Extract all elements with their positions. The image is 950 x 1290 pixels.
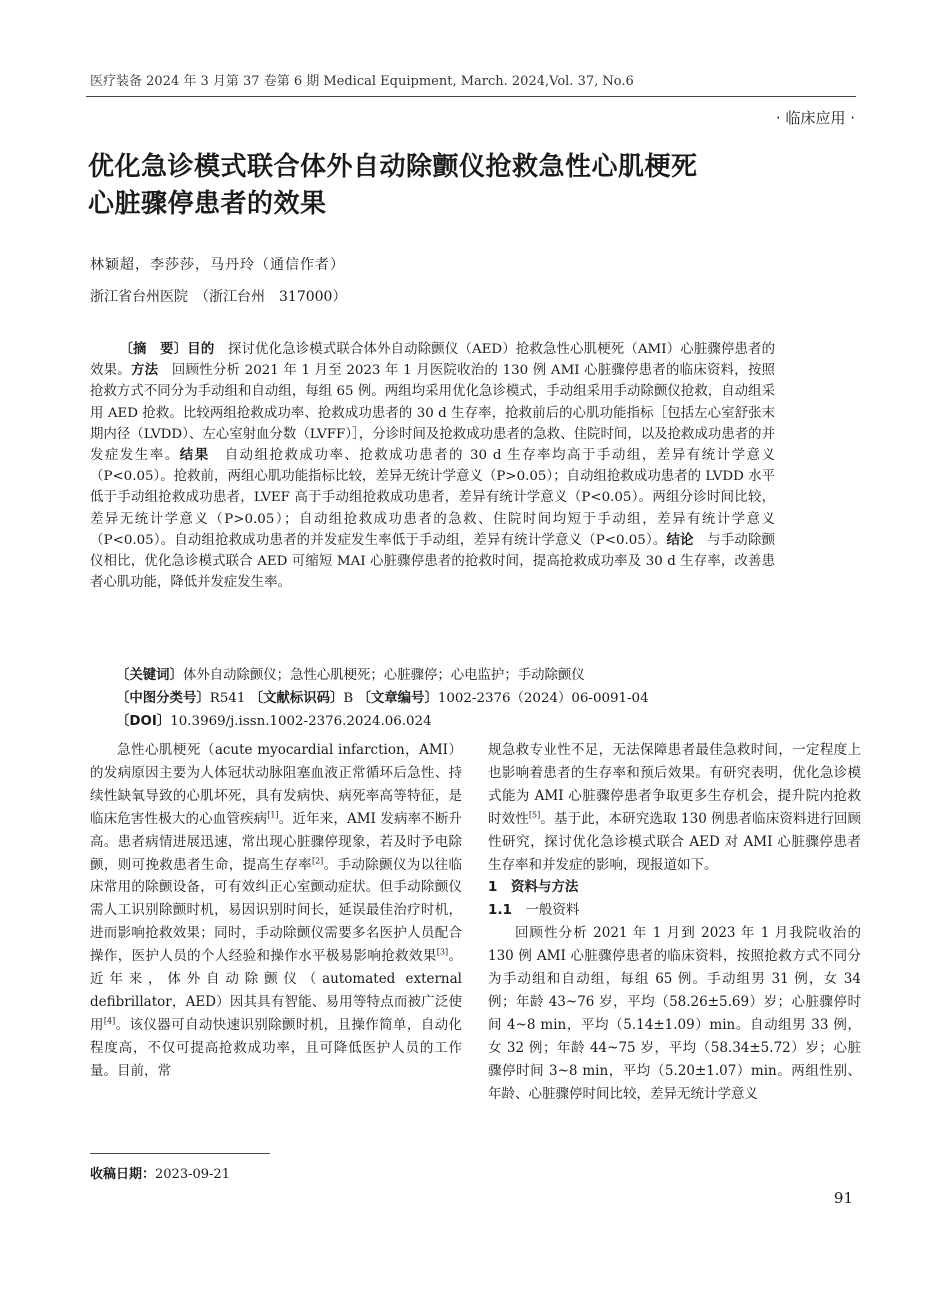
classification (116, 687, 649, 706)
intro-text-d: 。近年来，体外自动除颤仪（automated external defibrillator，AED）因其具有智能、易用等特点而被广泛使用 (90, 948, 463, 1033)
doc-code-label: 〔文献标识码〕 (249, 691, 344, 706)
body-left-column (90, 739, 462, 1083)
article-number-label: 〔文章编号〕 (357, 691, 438, 706)
section-1-1-title: 一般资料 (511, 902, 580, 919)
intro-cont-text-a: 规急救专业性不足，无法保障患者最佳急救时间，一定程度上也影响着患者的生存率和预后效果。有研究表明，优化急诊模式能为 AMI 心脏骤停患者争取更多生存机会，提升院内抢救时效性 (488, 742, 861, 827)
clc-label: 〔中图分类号〕 (116, 691, 210, 706)
article-number-value: 1002-2376（2024）06-0091-04 (437, 691, 649, 706)
abstract (90, 339, 775, 593)
citation-5[interactable]: [5] (528, 810, 541, 820)
doc-code-value: B (343, 691, 354, 706)
clc-value: R541 (209, 691, 246, 706)
section-1-1-heading (488, 899, 861, 922)
doi-label: 〔DOI〕 (116, 714, 171, 729)
footnote-rule (90, 1153, 270, 1154)
article-title-line-1: 优化急诊模式联合体外自动除颤仪抢救急性心肌梗死 (88, 152, 698, 182)
general-data-paragraph: 回顾性分析 2021 年 1 月到 2023 年 1 月我院收治的 130 例 AMI 心脏骤停患者的临床资料，按照抢救方式不同分为手动组和自动组，每组 65 例。手动组男 31 例，女 34 例；年龄 43~76 岁，平均（58.26±5.69）岁；心脏骤停时间 4~8 min，平均（5.14±1.09）min。自动组男 33 例，女 32 例；年龄 44~75 岁，平均（58.34±5.72）岁；心脏骤停时间 3~8 min，平均（5.20±1.07）min。两组性别、年龄、心脏骤停时间比较，差异无统计学意义 (488, 925, 861, 1102)
intro-text-b: 。近年来，AMI 发病率不断升高。患者病情进展迅速，常出现心脏骤停现象，若及时予电除颤，则可挽救患者生命，提高生存率 (90, 810, 462, 873)
doi (116, 710, 432, 729)
body-right-column (488, 739, 861, 1106)
doi-value: 10.3969/j.issn.1002-2376.2024.06.024 (170, 714, 432, 729)
conclusion-text: 与手动除颤仪相比，优化急诊模式联合 AED 可缩短 MAI 心脏骤停患者的抢救时间，提高抢救成功率及 30 d 生存率，改善患者心肌功能，降低并发症发生率。 (90, 532, 776, 591)
abstract-label: 〔摘 要〕 (119, 342, 188, 357)
column-tag: · 临床应用 · (775, 109, 855, 127)
citation-4[interactable]: [4] (103, 1016, 116, 1026)
keywords (116, 664, 585, 683)
article-title-line-2: 心脏骤停患者的效果 (88, 189, 327, 219)
conclusion-label: 结论 (666, 532, 694, 548)
citation-3[interactable]: [3] (436, 947, 449, 957)
intro-continued (488, 739, 861, 876)
intro-paragraph (90, 739, 462, 1083)
affiliation: 浙江省台州医院 （浙江台州 317000） (90, 289, 347, 305)
intro-text-a: 急性心肌梗死（acute myocardial infarction，AMI）的发病原因主要为人体冠状动脉阻塞血液正常循环后急性、持续性缺氧导致的心肌坏死，具有发病快、病死率高等特征，是临床危害性极大的心血管疾病 (90, 742, 462, 827)
objective-label: 目的 (187, 342, 215, 357)
objective-text: 探讨优化急诊模式联合体外自动除颤仪（AED）抢救急性心肌梗死（AMI）心脏骤停患者的效果。 (90, 342, 776, 379)
citation-2[interactable]: [2] (311, 856, 324, 866)
methods-label: 方法 (130, 363, 159, 379)
keywords-text: 体外自动除颤仪；急性心肌梗死；心脏骤停；心电监护；手动除颤仪 (182, 668, 585, 683)
received-value: 2023-09-21 (155, 1167, 230, 1182)
page-number: 91 (833, 1189, 853, 1207)
intro-cont-text-b: 。基于此，本研究选取 130 例患者临床资料进行回顾性研究，探讨优化急诊模式联合 AED 对 AMI 心脏骤停患者生存率和并发症的影响，现报道如下。 (488, 810, 862, 873)
intro-text-c: 。手动除颤仪为以往临床常用的除颤设备，可有效纠正心室颤动症状。但手动除颤仪需人工识别除颤时机，易因识别时间长，延误最佳治疗时机，进而影响抢救效果；同时，手动除颤仪需要多名医护人员配合操作，医护人员的个人经验和操作水平极易影响抢救效果 (90, 856, 463, 965)
results-label: 结果 (179, 448, 210, 464)
received-date (90, 1163, 230, 1182)
intro-text-e: 。该仪器可自动快速识别除颤时机，且操作简单，自动化程度高，不仅可提高抢救成功率，且可降低医护人员的工作量。目前，常 (90, 1016, 463, 1079)
section-1-heading: 1 资料与方法 (488, 879, 579, 896)
methods-text: 回顾性分析 2021 年 1 月至 2023 年 1 月医院收治的 130 例 AMI 心脏骤停患者的临床资料，按照抢救方式不同分为手动组和自动组，每组 65 例。两组均采用优化急诊模式，手动组采用手动除颤仪抢救，自动组采用 AED 抢救。比较两组抢救成功率、抢救成功患者的 30 d 生存率，抢救前后的心肌功能指标［包括左心室舒张末期内径（LVDD）、左心室射血分数（LVFF）］，分诊时间及抢救成功患者的急救、住院时间，以及抢救成功患者的并发症发生率。 (90, 363, 775, 464)
received-label: 收稿日期： (90, 1167, 156, 1182)
citation-1[interactable]: [1] (267, 810, 279, 820)
keywords-label: 〔关键词〕 (116, 668, 183, 683)
header-rule (86, 96, 856, 97)
results-text: 自动组抢救成功率、抢救成功患者的 30 d 生存率均高于手动组，差异有统计学意义（P<0.05）。抢救前，两组心肌功能指标比较，差异无统计学意义（P>0.05）；自动组抢救成功患者的 LVDD 水平低于手动组抢救成功患者，LVEF 高于手动组抢救成功患者，差异有统计学意义（P<0.05）。两组分诊时间比较，差异无统计学意义（P>0.05）；自动组抢救成功患者的急救、住院时间均短于手动组，差异有统计学意义（P<0.05）。自动组抢救成功患者的并发症发生率低于手动组，差异有统计学意义（P<0.05）。 (90, 448, 776, 548)
journal-header: 医疗装备 2024 年 3 月第 37 卷第 6 期 Medical Equipment, March. 2024,Vol. 37, No.6 (90, 74, 634, 89)
section-1-1-number: 1.1 (488, 902, 512, 919)
authors: 林颖超，李莎莎，马丹玲（通信作者） (90, 257, 345, 273)
